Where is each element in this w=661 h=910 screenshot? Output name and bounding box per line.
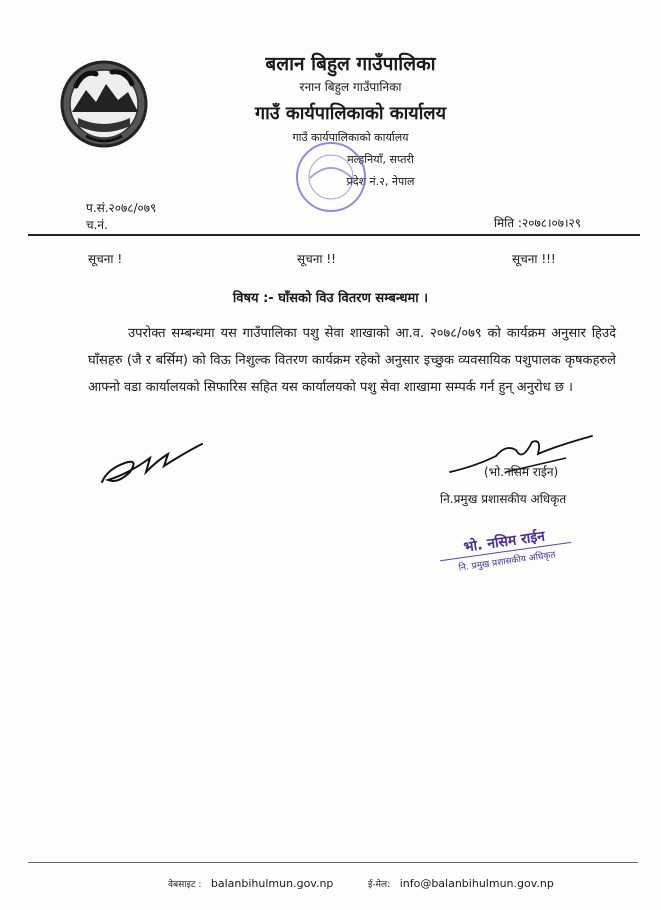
footer-email bbox=[368, 877, 554, 890]
email-label: ई-मेल: bbox=[368, 880, 391, 890]
footer-divider bbox=[28, 862, 638, 863]
officer-stamp-title: नि. प्रमुख प्रशासकीय अधिकृत bbox=[440, 542, 573, 576]
notice-label-3: सूचना !!! bbox=[512, 252, 556, 266]
office-seal-stamp bbox=[292, 138, 370, 216]
header-divider bbox=[28, 234, 640, 236]
office-name: गाउँ कार्यपालिकाको कार्यालय bbox=[254, 103, 447, 124]
signatory-name: (भो.नसिम राईन) bbox=[484, 465, 559, 479]
reference-number: प.सं.२०७८/०७९ bbox=[86, 201, 157, 215]
website-label: वेबसाइट : bbox=[168, 880, 202, 890]
officer-stamp bbox=[438, 523, 575, 585]
subject-line: विषय :- घाँसको विउ वितरण सम्बन्धमा । bbox=[232, 291, 429, 306]
footer-website bbox=[168, 877, 333, 890]
signatory-title: नि.प्रमुख प्रशासकीय अधिकृत bbox=[440, 492, 567, 506]
municipality-name-secondary: रनान बिहुल गाउँपानिका bbox=[299, 80, 402, 94]
officer-stamp-name: भो. नसिम राईन bbox=[462, 528, 546, 556]
initial-signature bbox=[98, 438, 208, 488]
dispatch-number: च.नं. bbox=[86, 218, 108, 232]
notice-label-2: सूचना !! bbox=[297, 252, 336, 266]
email-link[interactable]: info@balanbihulmun.gov.np bbox=[399, 877, 554, 890]
office-location: मल्हनियाँ, सप्तरी bbox=[347, 153, 414, 166]
notice-body: उपरोक्त सम्बन्धमा यस गाउँपालिका पशु सेवा शाखाको आ.व. २०७८/०७९ को कार्यक्रम अनुसार हिउदे घाँसहरु (जै र बर्सिम) को विऊ निशुल्क वितरण कार्यक्रम रहेको अनुसार इच्छुक व्यवसायिक पशुपालक कृषकहरुले आफ्नो वडा कार्यालयको सिफारिस सहित यस कार्यालयको पशु सेवा शाखामा सम्पर्क गर्न हुन् अनुरोध छ । bbox=[88, 326, 616, 395]
website-link[interactable]: balanbihulmun.gov.np bbox=[210, 877, 334, 890]
notice-label-1: सूचना ! bbox=[88, 252, 123, 266]
letter-date: मिति :२०७८।०७।२९ bbox=[493, 216, 581, 230]
office-province: प्रदेश नं.२, नेपाल bbox=[346, 175, 415, 188]
office-name-secondary: गाउँ कार्यपालिकाको कार्यालय bbox=[292, 131, 409, 144]
municipality-name: बलान बिहुल गाउँपालिका bbox=[265, 53, 436, 75]
